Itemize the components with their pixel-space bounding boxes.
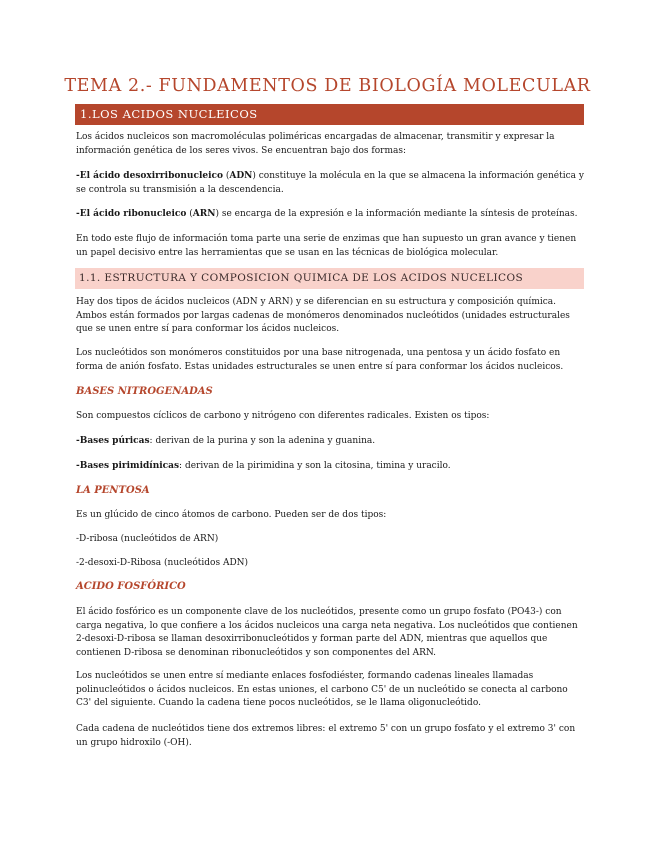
- bases-heading: BASES NITROGENADAS: [76, 386, 213, 397]
- bases-intro: Son compuestos cíclicos de carbono y nitrógeno con diferentes radicales. Existen os tipos:: [76, 411, 490, 421]
- adn-paragraph: -El ácido desoxirribonucleico (ADN) constituye la molécula en la que se almacena la información genética y se controla su transmisión a la descendencia.: [76, 171, 584, 195]
- pentosa-intro: Es un glúcido de cinco átomos de carbono. Pueden ser de dos tipos:: [76, 510, 387, 520]
- puricas-text: : derivan de la purina y son la adenina y guanina.: [149, 436, 376, 446]
- fosforico-paragraph-2: Los nucleótidos se unen entre sí mediante enlaces fosfodiéster, formando cadenas lineales llamadas polinucleótidos o ácidos nucleicos. En estas uniones, el carbono C5' de un nucleótido se conecta al carbono C3' del siguiente. Cuando la cadena tiene pocos nucleótidos, se le llama oligonucleótido.: [76, 671, 568, 709]
- adn-label: -El ácido desoxirribonucleico: [76, 171, 223, 181]
- estructura-paragraph-2: Los nucleótidos son monómeros constituidos por una base nitrogenada, una pentosa y un ácido fosfato en forma de anión fosfato. Estas unidades estructurales se unen entre sí para conformar los ácidos nucleicos.: [76, 348, 564, 372]
- pirimidinicas-label: -Bases pirimidínicas: [76, 461, 180, 471]
- page-title: TEMA 2.- FUNDAMENTOS DE BIOLOGÍA MOLECULAR: [64, 76, 591, 96]
- adn-abbr: ADN: [229, 171, 253, 181]
- intro-paragraph: Los ácidos nucleicos son macromoléculas poliméricas encargadas de almacenar, transmitir y expresar la información genética de los seres vivos. Se encuentran bajo dos formas:: [76, 132, 555, 156]
- puricas-label: -Bases púricas: [76, 436, 150, 446]
- pirimidinicas-text: : derivan de la pirimidina y son la citosina, timina y uracilo.: [179, 461, 451, 471]
- fosforico-paragraph-3: Cada cadena de nucleótidos tiene dos extremos libres: el extremo 5' con un grupo fosfato y el extremo 3' con un grupo hidroxilo (-OH).: [76, 724, 576, 748]
- section-heading-estructura: 1.1. ESTRUCTURA Y COMPOSICION QUIMICA DE LOS ACIDOS NUCELICOS: [75, 268, 584, 289]
- pentosa-item-ribosa: -D-ribosa (nucleótidos de ARN): [76, 534, 219, 544]
- estructura-paragraph-1: Hay dos tipos de ácidos nucleicos (ADN y ARN) y se diferencian en su estructura y composición química. Ambos están formados por largas cadenas de monómeros denominados nucleótidos (unidades estructurales que se unen entre sí para conformar los ácidos nucleicos.: [76, 297, 570, 335]
- arn-abbr: ARN: [192, 209, 216, 219]
- pentosa-heading: LA PENTOSA: [76, 485, 150, 496]
- pentosa-item-desoxirribosa: -2-desoxi-D-Ribosa (nucleótidos ADN): [76, 558, 249, 568]
- bases-puricas: [76, 435, 584, 449]
- section-heading-acidos-nucleicos: 1.LOS ACIDOS NUCLEICOS: [75, 104, 584, 125]
- fosforico-heading: ACIDO FOSFÓRICO: [76, 581, 186, 592]
- flow-paragraph: En todo este flujo de información toma parte una serie de enzimas que han supuesto un gran avance y tienen un papel decisivo entre las herramientas que se usan en las técnicas de biológica molecular.: [76, 234, 577, 258]
- arn-label: -El ácido ribonucleico: [76, 209, 187, 219]
- adn-text: constituye la molécula en la que se almacena la información genética y se controla su transmisión a la descendencia.: [76, 171, 584, 195]
- arn-paragraph: -El ácido ribonucleico (ARN) se encarga de la expresión e la información mediante la síntesis de proteínas.: [76, 209, 578, 219]
- fosforico-paragraph-1: El ácido fosfórico es un componente clave de los nucleótidos, presente como un grupo fosfato (PO43-) con carga negativa, lo que confiere a los ácidos nucleicos una carga neta negativa. Los nucleótidos que contienen 2-desoxi-D-ribosa se llaman desoxirribonucleótidos y forman parte del ADN, mientras que aquellos que contienen D-ribosa se denominan ribonucleótidos y son componentes del ARN.: [76, 607, 578, 659]
- arn-text: se encarga de la expresión e la información mediante la síntesis de proteínas.: [218, 209, 578, 219]
- bases-pirimidinicas: [76, 460, 584, 474]
